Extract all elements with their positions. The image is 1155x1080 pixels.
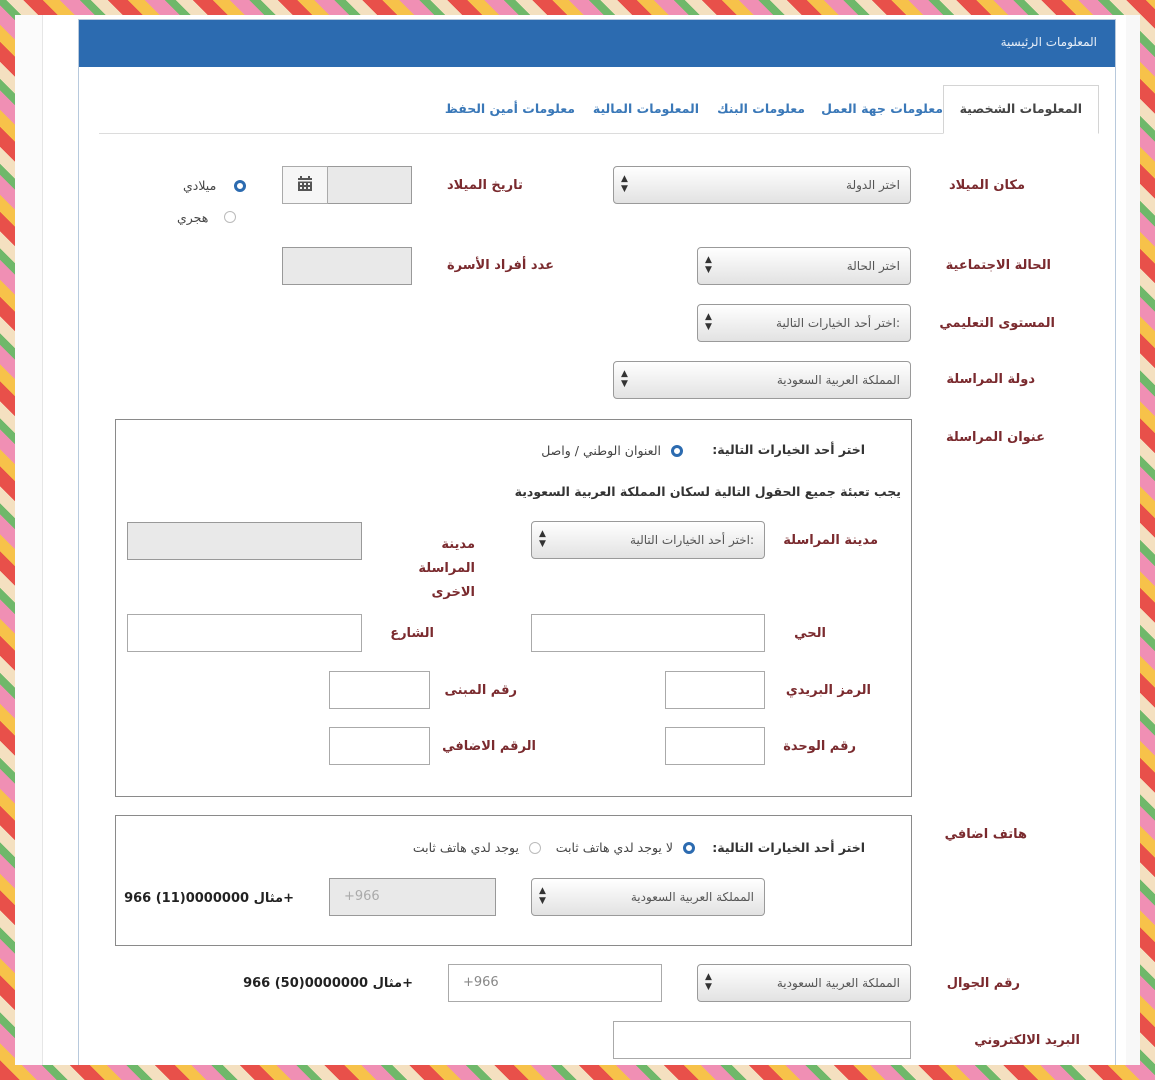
mailing-address-note: يجب تعبئة جميع الحقول التالية لسكان المملكة العربية السعودية [514, 484, 901, 499]
national-address-radio[interactable] [671, 445, 683, 457]
tab-financial-info[interactable]: المعلومات المالية [592, 101, 699, 116]
birth-place-value: اختر الدولة [846, 178, 900, 192]
extra-phone-input[interactable]: +966 [329, 878, 496, 916]
panel-header [79, 20, 1115, 67]
extra-phone-label: هاتف اضافي [944, 827, 1027, 842]
tab-personal-info[interactable]: المعلومات الشخصية [943, 85, 1099, 134]
unit-number-input[interactable] [665, 727, 765, 765]
education-select[interactable]: اختر أحد الخيارات التالية: ▲ ▼ [697, 304, 911, 342]
district-label: الحي [794, 626, 826, 641]
mailing-address-box [115, 419, 912, 797]
other-city-input[interactable] [127, 522, 362, 560]
tab-employer-info[interactable]: معلومات جهة العمل [821, 101, 943, 116]
mailing-address-choose-label: اختر أحد الخيارات التالية: [712, 442, 865, 457]
mailing-city-select[interactable]: اختر أحد الخيارات التالية: ▲ ▼ [531, 521, 765, 559]
mailing-city-label: مدينة المراسلة [783, 533, 878, 548]
birth-date-input[interactable] [327, 166, 412, 204]
district-input[interactable] [531, 614, 765, 652]
extra-phone-choose-label: اختر أحد الخيارات التالية: [712, 840, 865, 855]
no-landline-radio[interactable] [683, 842, 695, 854]
tab-custodian-info[interactable]: معلومات أمين الحفظ [444, 101, 575, 116]
extra-phone-country-select[interactable]: المملكة العربية السعودية ▲ ▼ [531, 878, 765, 916]
select-arrows-icon: ▲ ▼ [705, 255, 712, 275]
select-arrows-icon: ▲ ▼ [705, 972, 712, 992]
mailing-country-select[interactable]: المملكة العربية السعودية ▲ ▼ [613, 361, 911, 399]
birth-place-label: مكان الميلاد [948, 178, 1025, 193]
extra-phone-box [115, 815, 912, 946]
marital-status-label: الحالة الاجتماعية [945, 258, 1051, 273]
email-input[interactable] [613, 1021, 911, 1059]
hijri-label: هجري [177, 210, 209, 225]
mailing-country-label: دولة المراسلة [946, 372, 1035, 387]
additional-number-input[interactable] [329, 727, 430, 765]
family-members-label: عدد أفراد الأسرة [447, 258, 554, 273]
calendar-button[interactable] [282, 166, 328, 204]
other-city-label: مدينة المراسلة الاخرى [418, 537, 475, 600]
tab-bank-info[interactable]: معلومات البنك [717, 101, 805, 116]
marital-status-select[interactable]: اختر الحالة ▲ ▼ [697, 247, 911, 285]
select-arrows-icon: ▲ ▼ [621, 369, 628, 389]
mobile-example: مثال 0000000(50) 966+ [243, 976, 413, 991]
no-landline-label: لا يوجد لدي هاتف ثابت [555, 840, 673, 855]
street-label: الشارع [390, 626, 434, 641]
main-info-panel [78, 19, 1116, 1065]
email-label: البريد الالكتروني [974, 1033, 1080, 1048]
gregorian-radio[interactable] [234, 180, 246, 192]
select-arrows-icon: ▲ ▼ [705, 312, 712, 332]
education-label: المستوى التعليمي [939, 316, 1055, 331]
gregorian-label: ميلادي [183, 178, 217, 193]
left-margin [15, 15, 43, 1065]
mobile-label: رقم الجوال [946, 976, 1020, 991]
calendar-icon [283, 167, 327, 203]
building-number-label: رقم المبنى [444, 683, 517, 698]
select-arrows-icon: ▲ ▼ [621, 174, 628, 194]
has-landline-radio[interactable] [529, 842, 541, 854]
unit-number-label: رقم الوحدة [783, 739, 856, 754]
mobile-country-select[interactable]: المملكة العربية السعودية ▲ ▼ [697, 964, 911, 1002]
national-address-label: العنوان الوطني / واصل [541, 443, 661, 458]
select-arrows-icon: ▲ ▼ [539, 529, 546, 549]
family-members-input[interactable] [282, 247, 412, 285]
building-number-input[interactable] [329, 671, 430, 709]
panel-title: المعلومات الرئيسية [1000, 35, 1097, 49]
postal-code-label: الرمز البريدي [785, 683, 871, 698]
additional-number-label: الرقم الاضافي [442, 739, 536, 754]
extra-phone-example: مثال 0000000(11) 966+ [124, 891, 294, 906]
tab-bar [99, 85, 1099, 134]
birth-date-label: تاريخ الميلاد [447, 178, 523, 193]
mobile-input[interactable]: +966 [448, 964, 662, 1002]
has-landline-label: يوجد لدي هاتف ثابت [412, 840, 519, 855]
mailing-address-label: عنوان المراسلة [946, 430, 1045, 445]
hijri-radio[interactable] [224, 211, 236, 223]
birth-place-select[interactable] [613, 166, 911, 204]
select-arrows-icon: ▲ ▼ [539, 886, 546, 906]
right-margin [1126, 15, 1140, 1065]
postal-code-input[interactable] [665, 671, 765, 709]
street-input[interactable] [127, 614, 362, 652]
page-sheet [15, 15, 1140, 1065]
